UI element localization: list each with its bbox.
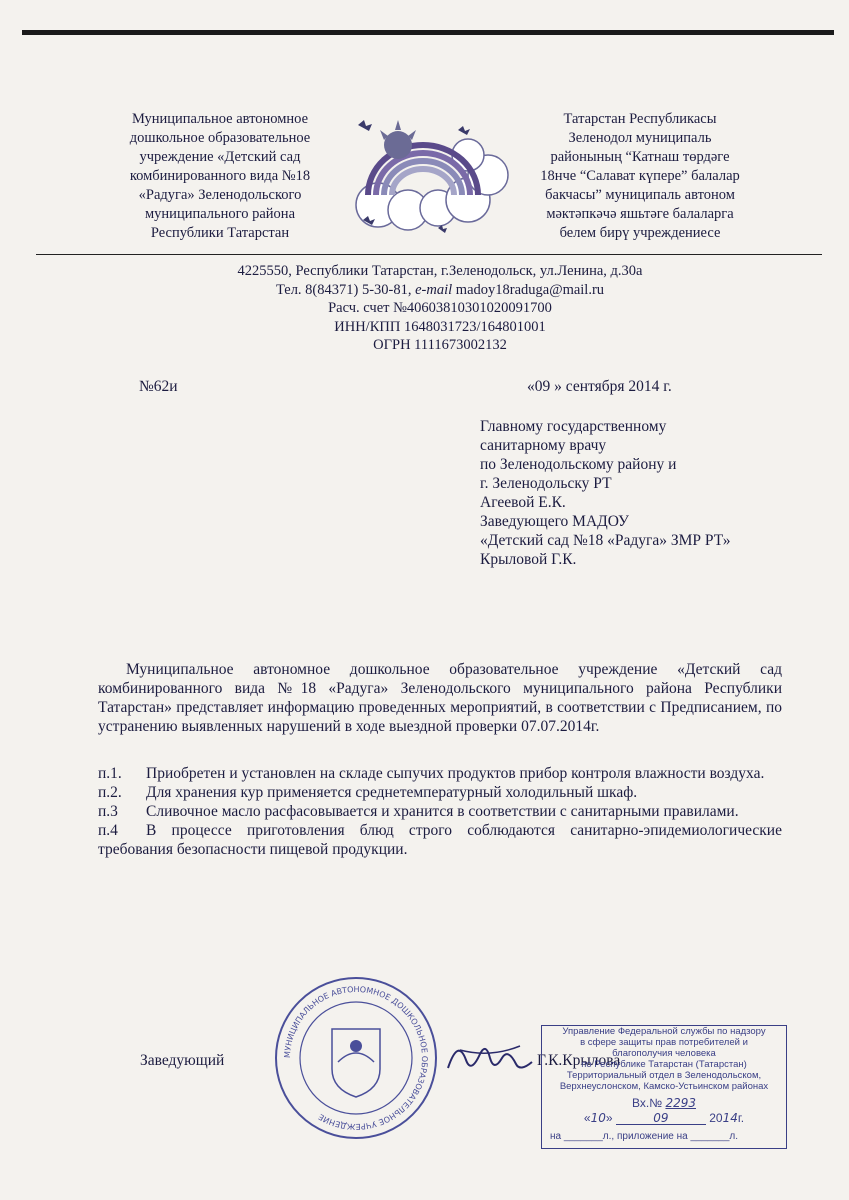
- header-right-line: бакчасы” муниципаль автоном: [545, 187, 735, 203]
- phone: Тел. 8(84371) 5-30-81,: [275, 281, 416, 298]
- ogrn: ОГРН 1111673002132: [373, 337, 507, 353]
- coat-of-arms-icon: [332, 1029, 380, 1097]
- addressee-line: «Детский сад №18 «Радуга» ЗМР РТ»: [480, 532, 731, 549]
- item-number: п.4: [98, 822, 118, 839]
- addressee-line: Агеевой Е.К.: [480, 494, 566, 511]
- list-item: [98, 783, 782, 802]
- incoming-month: 09: [616, 1113, 706, 1125]
- incoming-year: 14: [722, 1111, 738, 1125]
- stamp-line: благополучия человека: [612, 1048, 716, 1059]
- stamp-line: по Республике Татарстан (Татарстан): [581, 1059, 747, 1070]
- document-number: №62и: [139, 378, 178, 395]
- item-number: п.3: [98, 803, 118, 820]
- addressee-block: [480, 417, 731, 569]
- intro-paragraph: Муниципальное автономное дошкольное образовательное учреждение «Детский сад комбинированного вида №18 «Радуга» Зеленодольского муниципального района Республики Татарстан» представляет информацию проведенных мероприятий, в соответствии с Предписанием, по устранению выявленных нарушений в ходе выездной проверки 07.07.2014г.: [98, 661, 782, 735]
- item-text: Для хранения кур применяется среднетемпературный холодильный шкаф.: [146, 784, 638, 801]
- header-left-line: Муниципальное автономное: [131, 111, 309, 127]
- item-number: п.2.: [98, 784, 122, 801]
- document-date: «09 » сентября 2014 г.: [527, 378, 672, 395]
- address: 4225550, Республики Татарстан, г.Зеленодольск, ул.Ленина, д.30а: [237, 263, 643, 279]
- header-right-line: Зеленодол муниципаль: [568, 130, 712, 146]
- round-seal: [272, 974, 440, 1142]
- signatory-name: Г.К.Крылова: [537, 1052, 621, 1069]
- inn-kpp: ИНН/КПП 1648031723/164801001: [334, 318, 546, 335]
- stamp-line: Территориальный отдел в Зеленодольском,: [566, 1070, 762, 1081]
- header-right-line: 18нче “Салават күпере” балалар: [540, 168, 740, 184]
- incoming-number: [542, 1098, 786, 1109]
- email-link[interactable]: madoy18raduga@mail.ru: [452, 281, 605, 298]
- list-item: [98, 802, 782, 821]
- header-left-line: «Радуга» Зеленодольского: [138, 187, 302, 203]
- item-number: п.1.: [98, 765, 122, 782]
- item-text: В процессе приготовления блюд строго соблюдаются санитарно-эпидемиологические требования безопасности пищевой продукции.: [98, 822, 782, 858]
- phone-email-line: [190, 281, 690, 300]
- date-open-quote: «: [583, 1111, 591, 1125]
- header-left-line: дошкольное образовательное: [129, 130, 311, 146]
- stamp-footer: на _______л., приложение на _______л.: [550, 1131, 739, 1142]
- item-text: Сливочное масло расфасовывается и хранится в соответствии с санитарными правилами.: [146, 803, 739, 820]
- email-label: e-mail: [415, 281, 453, 298]
- header-left-line: муниципального района: [145, 206, 295, 222]
- list-item: [98, 821, 782, 859]
- header-left-line: комбинированного вида №18: [129, 168, 311, 184]
- incoming-number-value: 2293: [665, 1096, 696, 1110]
- header-right-line: Татарстан Республикасы: [563, 111, 717, 127]
- header-left-line: Республики Татарстан: [150, 225, 290, 241]
- header-left-line: учреждение «Детский сад: [139, 149, 301, 165]
- bank-account: Расч. счет №40603810301020091700: [328, 300, 552, 316]
- year-prefix: 20: [709, 1111, 723, 1125]
- stamp-line: Верхнеуслонском, Камско-Устьинском районах: [559, 1081, 769, 1092]
- addressee-line: Крыловой Г.К.: [480, 551, 577, 568]
- addressee-line: Главному государственному: [480, 418, 667, 435]
- incoming-registration-stamp: [541, 1025, 787, 1149]
- org-name-russian: [70, 110, 370, 243]
- measures-list: [98, 764, 782, 859]
- header-right-line: районының “Катнаш төрдәге: [550, 149, 730, 165]
- seal-text: МУНИЦИПАЛЬНОЕ АВТОНОМНОЕ ДОШКОЛЬНОЕ ОБРАЗОВАТЕЛЬНОЕ УЧРЕЖДЕНИЕ: [282, 984, 430, 1132]
- incoming-date: [542, 1113, 786, 1125]
- svg-text:МУНИЦИПАЛЬНОЕ АВТОНОМНОЕ ДОШКО: [283, 985, 429, 1131]
- addressee-line: г. Зеленодольску РТ: [480, 475, 612, 492]
- incoming-number-label: Вх.№: [632, 1096, 663, 1110]
- header-divider: [36, 254, 822, 255]
- stamp-line: в сфере защиты прав потребителей и: [580, 1037, 748, 1048]
- header-right-line: белем бирү учреждениесе: [559, 225, 721, 241]
- list-item: [98, 764, 782, 783]
- item-text: Приобретен и установлен на складе сыпучих продуктов прибор контроля влажности воздуха.: [146, 765, 765, 782]
- header-right-line: мәктәпкәчә яшьтәге балаларга: [546, 206, 734, 222]
- signature-position: Заведующий: [140, 1052, 225, 1069]
- contact-block: [190, 262, 690, 355]
- date-close-quote: »: [605, 1111, 613, 1125]
- stamp-line: Управление Федеральной службы по надзору: [562, 1026, 766, 1037]
- addressee-line: Заведующего МАДОУ: [480, 513, 630, 530]
- addressee-line: по Зеленодольскому району и: [480, 456, 677, 473]
- rainbow-logo: [338, 100, 518, 240]
- incoming-day: 10: [590, 1111, 606, 1125]
- addressee-line: санитарному врачу: [480, 437, 607, 454]
- org-name-tatar: [492, 110, 788, 243]
- top-rule: [22, 30, 834, 35]
- handwritten-signature: [440, 1030, 540, 1080]
- letter-body: [98, 660, 782, 859]
- year-suffix: г.: [737, 1111, 745, 1125]
